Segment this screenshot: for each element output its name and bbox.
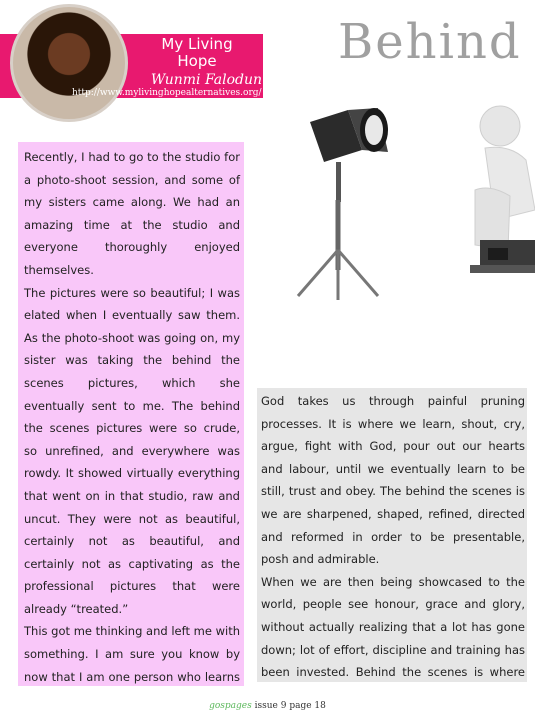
footer-issue: issue 9 xyxy=(254,701,287,711)
left-text-column xyxy=(18,142,244,686)
left-paragraph-2: The pictures were so beautiful; I was elated when I eventually saw them. As the photo-shoot was going on, my sister was taking the behind the scenes pictures, which she eventually sent to me. The behind the scenes pictures were so crude, so unrefined, and everywhere was rowdy. It showed virtually everything that went on in that studio, raw and uncut. They were not as beautiful, certainly not as beautiful, and certainly not as captivating as the professional pictures that were already “treated.” xyxy=(24,285,240,616)
left-paragraph-3: This got me thinking and left me with something. I am sure you know by now that I am one person who learns xyxy=(24,624,240,684)
author-avatar xyxy=(10,4,128,122)
page-footer xyxy=(0,701,535,711)
column-title xyxy=(132,36,262,70)
author-name: Wunmi Falodun xyxy=(150,72,262,88)
article-headline: Behind xyxy=(338,14,522,70)
right-text-column xyxy=(257,388,527,682)
author-url: http://www.mylivinghopealternatives.org/ xyxy=(72,88,262,98)
studio-illustration xyxy=(270,100,535,330)
column-title-line2: Hope xyxy=(177,52,217,70)
right-paragraph-2: When we are then being showcased to the world, people see honour, grace and glory, without actually realizing that a lot has gone down; lot of effort, discipline and training has been invested. Behind the scenes is where xyxy=(261,574,525,680)
right-paragraph-1: God takes us through painful pruning processes. It is where we learn, shout, cry, argue, fight with God, pour out our hearts and labour, until we eventually learn to be still, trust and obey. The behind the scenes is we are sharpened, shaped, refined, directed and reformed in order to be presentable, posh and admirable. xyxy=(261,394,525,567)
studio-light-icon xyxy=(298,108,388,300)
footer-brand: gospages xyxy=(209,701,252,711)
left-paragraph-1: Recently, I had to go to the studio for a photo-shoot session, and some of my sisters came along. We had an amazing time at the studio and everyone thoroughly enjoyed themselves. xyxy=(24,150,240,277)
footer-page: page 18 xyxy=(289,701,326,711)
cameraman-figure-icon xyxy=(470,106,535,273)
column-title-line1: My Living xyxy=(161,35,233,53)
